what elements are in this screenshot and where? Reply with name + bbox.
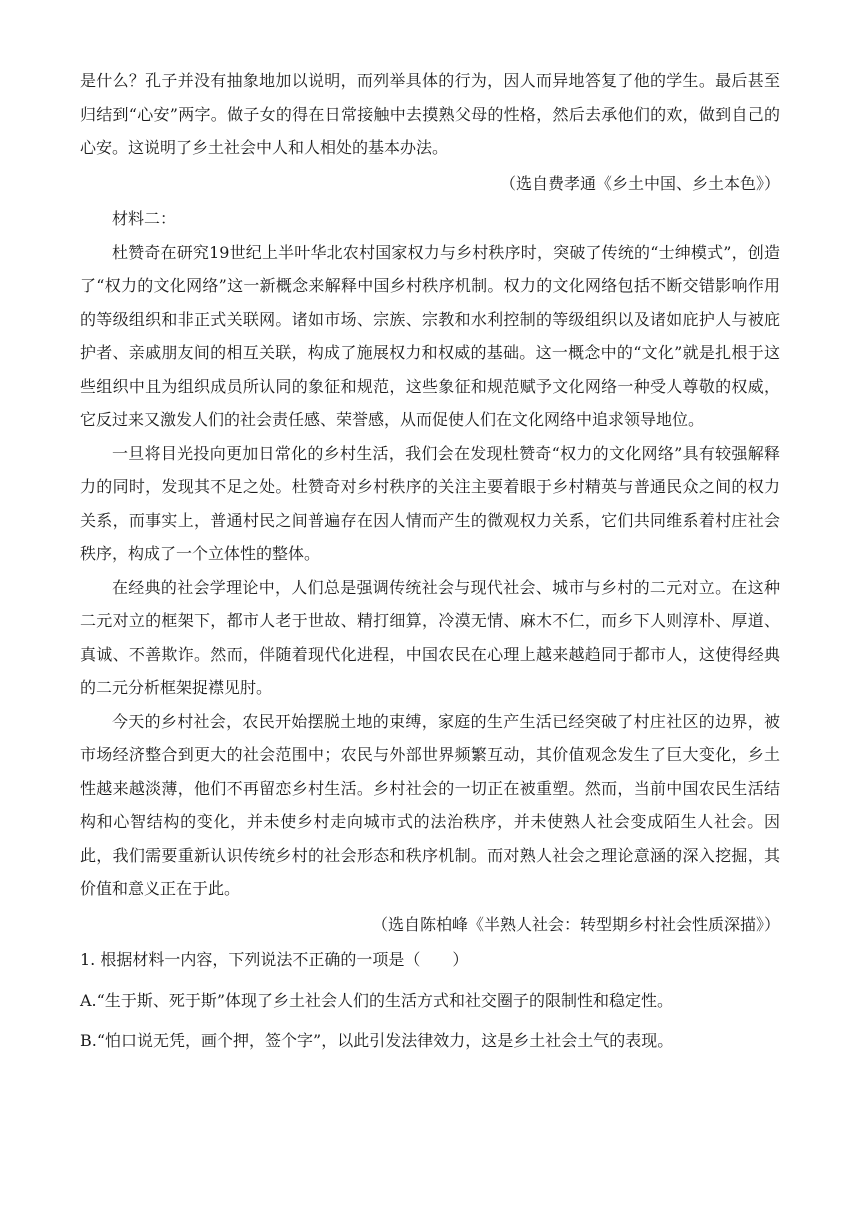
material2-paragraph-3: 在经典的社会学理论中，人们总是强调传统社会与现代社会、城市与乡村的二元对立。在这种二元对立的框架下，都市人老于世故、精打细算，冷漠无情、麻木不仁，而乡下人则淳朴、厚道、真诚、不善欺诈。然而，伴随着现代化进程，中国农民在心理上越来越趋同于都市人，这使得经典的二元分析框架捉襟见肘。 (80, 577, 780, 697)
material1-tail-paragraph: 是什么？孔子并没有抽象地加以说明，而列举具体的行为，因人而异地答复了他的学生。最后甚至归结到“心安”两字。做子女的得在日常接触中去摸熟父母的性格，然后去承他们的欢，做到自己的心安。这说明了乡土社会中人和人相处的基本办法。 (80, 71, 780, 157)
option-a: A.“生于斯、死于斯”体现了乡土社会人们的生活方式和社交圈子的限制性和稳定性。 (80, 990, 674, 1010)
material2-label: 材料二： (112, 209, 177, 228)
question-1: 1. 根据材料一内容，下列说法不正确的一项是（ ） (80, 950, 469, 969)
material2-paragraph-4: 今天的乡村社会，农民开始摆脱土地的束缚，家庭的生产生活已经突破了村庄社区的边界，被市场经济整合到更大的社会范围中；农民与外部世界频繁互动，其价值观念发生了巨大变化，乡土性越来越淡薄，他们不再留恋乡村生活。乡村社会的一切正在被重塑。然而，当前中国农民生活结构和心智结构的变化，并未使乡村走向城市式的法治秩序，并未使熟人社会变成陌生人社会。因此，我们需要重新认识传统乡村的社会形态和秩序机制。而对熟人社会之理论意涵的深入挖掘，其价值和意义正在于此。 (80, 711, 780, 898)
material2-paragraph-2: 一旦将目光投向更加日常化的乡村生活，我们会在发现杜赞奇“权力的文化网络”具有较强解释力的同时，发现其不足之处。杜赞奇对乡村秩序的关注主要着眼于乡村精英与普通民众之间的权力关系，而事实上，普通村民之间普遍存在因人情而产生的微观权力关系，它们共同维系着村庄社会秩序，构成了一个立体性的整体。 (80, 443, 780, 563)
source-citation-2: （选自陈柏峰《半熟人社会：转型期乡村社会性质深描》） (371, 914, 780, 934)
material2-paragraph-1: 杜赞奇在研究19世纪上半叶华北农村国家权力与乡村秩序时，突破了传统的“士绅模式”，创造了“权力的文化网络”这一新概念来解释中国乡村秩序机制。权力的文化网络包括不断交错影响作用的等级组织和非正式关联网。诸如市场、宗族、宗教和水利控制的等级组织以及诸如庇护人与被庇护者、亲戚朋友间的相互关联，构成了施展权力和权威的基础。这一概念中的“文化”就是扎根于这些组织中且为组织成员所认同的象征和规范，这些象征和规范赋予文化网络一种受人尊敬的权威，它反过来又激发人们的社会责任感、荣誉感，从而促使人们在文化网络中追求领导地位。 (80, 242, 780, 429)
option-b: B.“怕口说无凭，画个押，签个字”，以此引发法律效力，这是乡土社会土气的表现。 (80, 1031, 674, 1050)
source-citation-1: （选自费孝通《乡土中国、乡土本色》） (499, 173, 780, 193)
